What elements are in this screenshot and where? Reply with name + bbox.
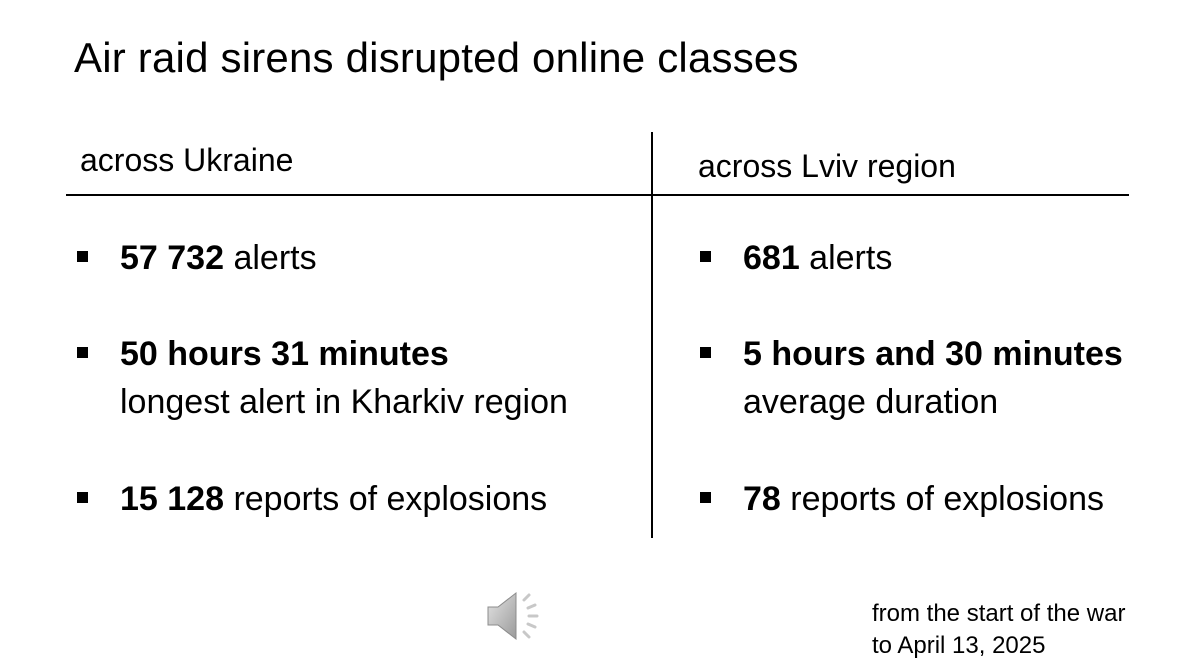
stat-value: 78 [743, 480, 781, 518]
bullet-icon [700, 251, 711, 262]
speaker-icon[interactable] [484, 586, 548, 646]
stat-value: 57 732 [120, 239, 224, 277]
stat-value: 681 [743, 239, 800, 277]
slide-title: Air raid sirens disrupted online classes [74, 34, 799, 81]
bullet-icon [700, 347, 711, 358]
list-item-text [120, 234, 317, 282]
bullet-icon [77, 251, 88, 262]
stat-value: 5 hours and 30 minutes [743, 335, 1123, 373]
list-item-text [743, 330, 1123, 426]
footnote [872, 598, 1125, 662]
footnote-line-1: from the start of the war [872, 600, 1126, 627]
list-item-text [120, 475, 547, 523]
stat-value: 50 hours 31 minutes [120, 335, 449, 373]
bullet-icon [700, 492, 711, 503]
stat-label: alerts [799, 239, 893, 277]
stat-value: 15 128 [120, 480, 224, 518]
speaker-icon-graphic [484, 586, 548, 646]
stat-label: longest alert in Kharkiv region [120, 383, 568, 421]
footnote-line-2: to April 13, 2025 [872, 632, 1046, 659]
column-header-lviv: across Lviv region [698, 148, 956, 184]
column-divider [651, 132, 653, 538]
bullet-icon [77, 492, 88, 503]
list-item-text [743, 475, 1104, 523]
header-divider [66, 194, 1129, 196]
stat-label: reports of explosions [224, 480, 548, 518]
stat-label: average duration [743, 383, 999, 421]
bullet-icon [77, 347, 88, 358]
stat-label: alerts [224, 239, 317, 277]
stat-label: reports of explosions [780, 480, 1104, 518]
column-header-ukraine: across Ukraine [80, 142, 294, 178]
list-item-text [120, 330, 568, 426]
list-item-text [743, 234, 892, 282]
